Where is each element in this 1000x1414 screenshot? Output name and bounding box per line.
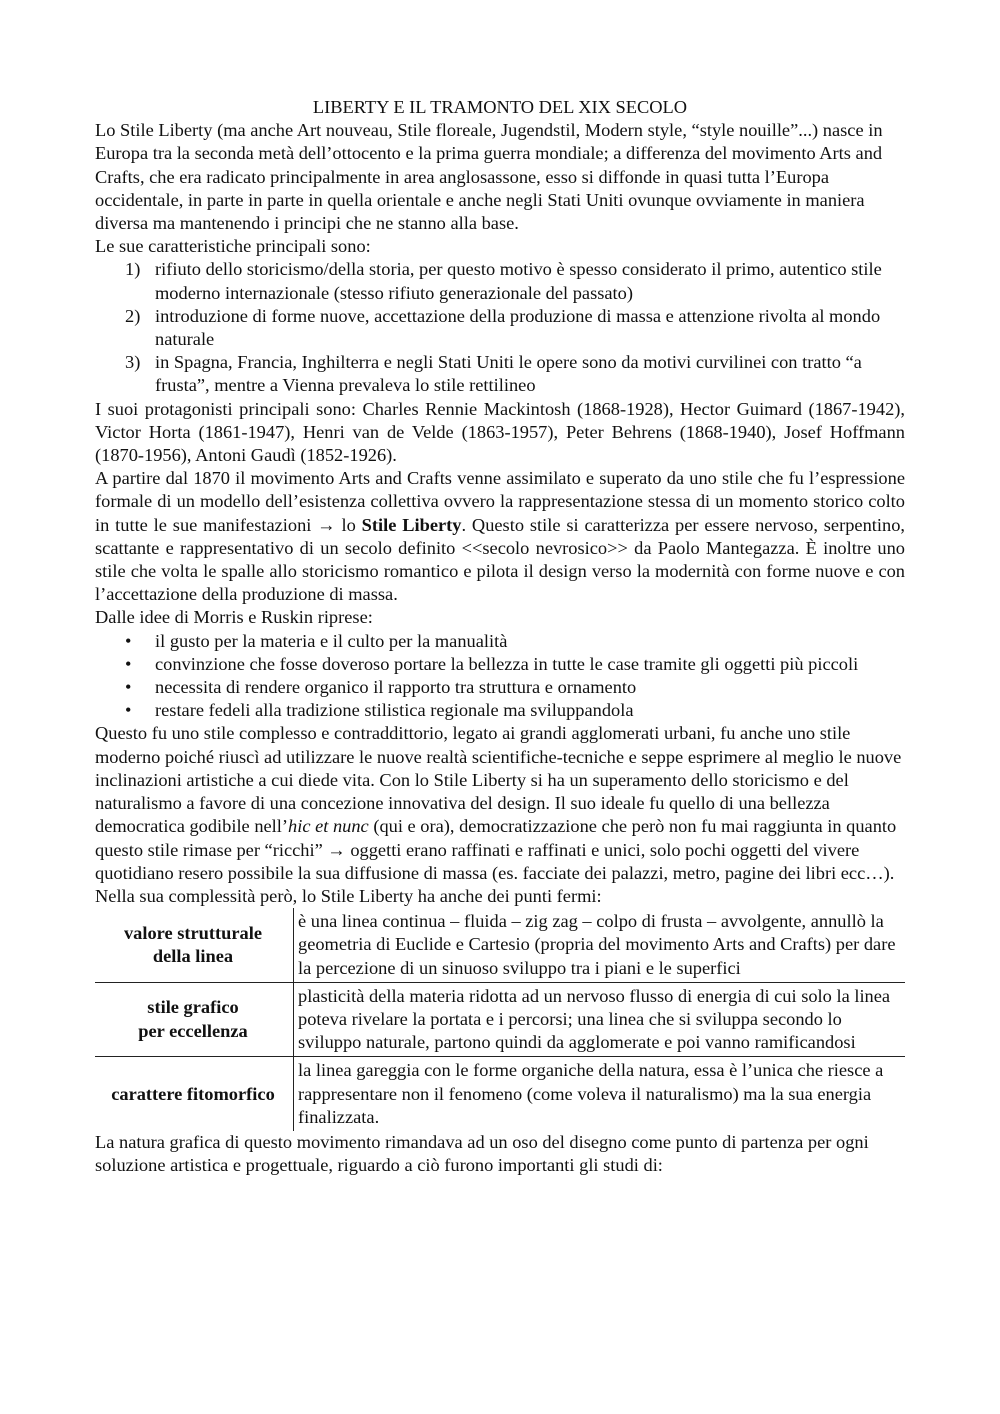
list-item-text: in Spagna, Francia, Inghilterra e negli Stati Uniti le opere sono da motivi curvilinei con tratto “a frusta”, mentre a Vienna prevaleva lo stile rettilineo xyxy=(155,352,862,396)
list-item xyxy=(95,676,905,699)
table-label-cell xyxy=(95,908,294,982)
table-label-cell xyxy=(95,1057,294,1131)
list-item-text: introduzione di forme nuove, accettazione della produzione di massa e attenzione rivolta al mondo naturale xyxy=(155,305,881,350)
page-title: LIBERTY E IL TRAMONTO DEL XIX SECOLO xyxy=(312,97,688,117)
features-heading: Le sue caratteristiche principali sono: xyxy=(95,236,371,257)
ideas-heading: Dalle idee di Morris e Ruskin riprese: xyxy=(95,607,373,628)
list-item xyxy=(95,699,905,722)
intro-paragraph: Lo Stile Liberty (ma anche Art nouveau, Stile floreale, Jugendstil, Modern style, “style nouille”...) nasce in Europa tra la seconda metà dell’ottocento e la prima guerra mondiale; a differenza del movimento Arts and Crafts, che era radicato principalmente in area anglosassone, esso si diffonde in quasi tutta l’Europa occidentale, in parte in parte in quella orientale e anche negli Stati Uniti ovunque ovviamente in maniera diversa ma mantenendo i principi che ne stanno alla base. xyxy=(95,120,883,234)
list-item xyxy=(95,653,905,676)
paragraph-text: A partire dal 1870 il movimento Arts and Crafts venne assimilato e superato da uno stile che fu l’espressione formale di un modello dell’esistenza collettiva ovvero la rappresentazione stessa di un momento storico colto in tutte le sue manifestazioni → lo xyxy=(95,468,905,535)
table-label-cell xyxy=(95,982,294,1057)
bullet-icon: • xyxy=(125,700,132,721)
list-item xyxy=(95,630,905,653)
table-label: carattere fitomorfico xyxy=(111,1083,275,1104)
stile-liberty-paragraph xyxy=(95,467,905,606)
list-item-text: il gusto per la materia e il culto per la manualità xyxy=(155,630,508,651)
table-label: valore strutturale xyxy=(123,922,263,943)
table-row xyxy=(95,908,905,982)
document-page xyxy=(95,96,905,1177)
list-item xyxy=(95,258,905,304)
features-list xyxy=(95,258,905,397)
table-row xyxy=(95,982,905,1057)
list-item xyxy=(95,351,905,397)
complexity-paragraph xyxy=(95,722,905,908)
fixed-points-table xyxy=(95,908,905,1131)
list-number: 2) xyxy=(125,305,141,326)
bullet-icon: • xyxy=(125,653,132,674)
table-label: stile grafico xyxy=(147,997,239,1018)
list-item xyxy=(95,305,905,351)
paragraph-text: Questo fu uno stile complesso e contraddittorio, legato ai grandi agglomerati urbani, fu anche uno stile moderno poiché riuscì ad utilizzare le nuove realtà scientifiche-tecniche e seppe esprimere al meglio le nuove inclinazioni artistiche a cui diede vita. Con lo Stile Liberty si ha un superamento dello storicismo e del naturalismo a favore di una concezione innovativa del design. Il suo ideale fu quello di una bellezza democratica godibile nell’ xyxy=(95,723,902,837)
ideas-list xyxy=(95,630,905,723)
list-item-text: convinzione che fosse doveroso portare la bellezza in tutte le case tramite gli oggetti più piccoli xyxy=(155,653,859,674)
table-description-cell: è una linea continua – fluida – zig zag – colpo di frusta – avvolgente, annullò la geometria di Euclide e Cartesio (propria del movimento Arts and Crafts) per dare la percezione di un sinuoso sviluppo tra i piani e le superfici xyxy=(294,908,906,982)
list-number: 1) xyxy=(125,259,141,280)
bullet-icon: • xyxy=(125,677,132,698)
table-description-cell: la linea gareggia con le forme organiche della natura, essa è l’unica che riesce a rappresentare non il fenomeno (come voleva il naturalismo) ma la sua energia finalizzata. xyxy=(298,1060,884,1127)
closing-paragraph: La natura grafica di questo movimento rimandava ad un oso del disegno come punto di partenza per ogni soluzione artistica e progettuale, riguardo a ciò furono importanti gli studi di: xyxy=(95,1131,869,1176)
list-item-text: rifiuto dello storicismo/della storia, per questo motivo è spesso considerato il primo, autentico stile moderno internazionale (stesso rifiuto generazionale del passato) xyxy=(155,259,882,303)
table-description-cell: plasticità della materia ridotta ad un nervoso flusso di energia di cui solo la linea poteva rivelare la portata e i percorsi; una linea che si sviluppa secondo lo sviluppo naturale, partono quindi da agglomerate e poi vanno ramificandosi xyxy=(294,982,906,1057)
list-item-text: necessita di rendere organico il rapporto tra struttura e ornamento xyxy=(155,677,637,698)
list-number: 3) xyxy=(125,352,141,373)
list-item-text: restare fedeli alla tradizione stilistica regionale ma sviluppandola xyxy=(155,700,634,721)
table-label: della linea xyxy=(152,945,234,966)
stile-liberty-emphasis: Stile Liberty xyxy=(361,514,462,535)
paragraph-text: (qui e ora), democratizzazione che però non fu mai raggiunta in quanto questo stile rimase per “ricchi” → oggetti erano raffinati e raffinati e unici, solo pochi oggetti del vivere quotidiano resero possibile la sua diffusione di massa (es. facciate dei palazzi, metro, pagine dei libri ecc…). Nella sua complessità però, lo Stile Liberty ha anche dei punti fermi: xyxy=(95,816,897,906)
paragraph-text: . Questo stile si caratterizza per essere nervoso, serpentino, scattante e rappresentativo di un secolo definito <<secolo nevrosico>> da Paolo Mantegazza. È inoltre uno stile che volta le spalle allo storicismo romantico e pilota il design verso la modernità con forme nuove e con l’accettazione della produzione di massa. xyxy=(95,514,905,605)
hic-et-nunc-emphasis: hic et nunc xyxy=(288,816,369,837)
table-label: per eccellenza xyxy=(138,1020,248,1041)
protagonists-paragraph: I suoi protagonisti principali sono: Charles Rennie Mackintosh (1868-1928), Hector Guimard (1867-1942), Victor Horta (1861-1947), Henri van de Velde (1863-1957), Peter Behrens (1868-1940), Josef Hoffmann (1870-1956), Antoni Gaudì (1852-1926). xyxy=(95,398,905,466)
table-row xyxy=(95,1057,905,1131)
bullet-icon: • xyxy=(125,630,132,651)
